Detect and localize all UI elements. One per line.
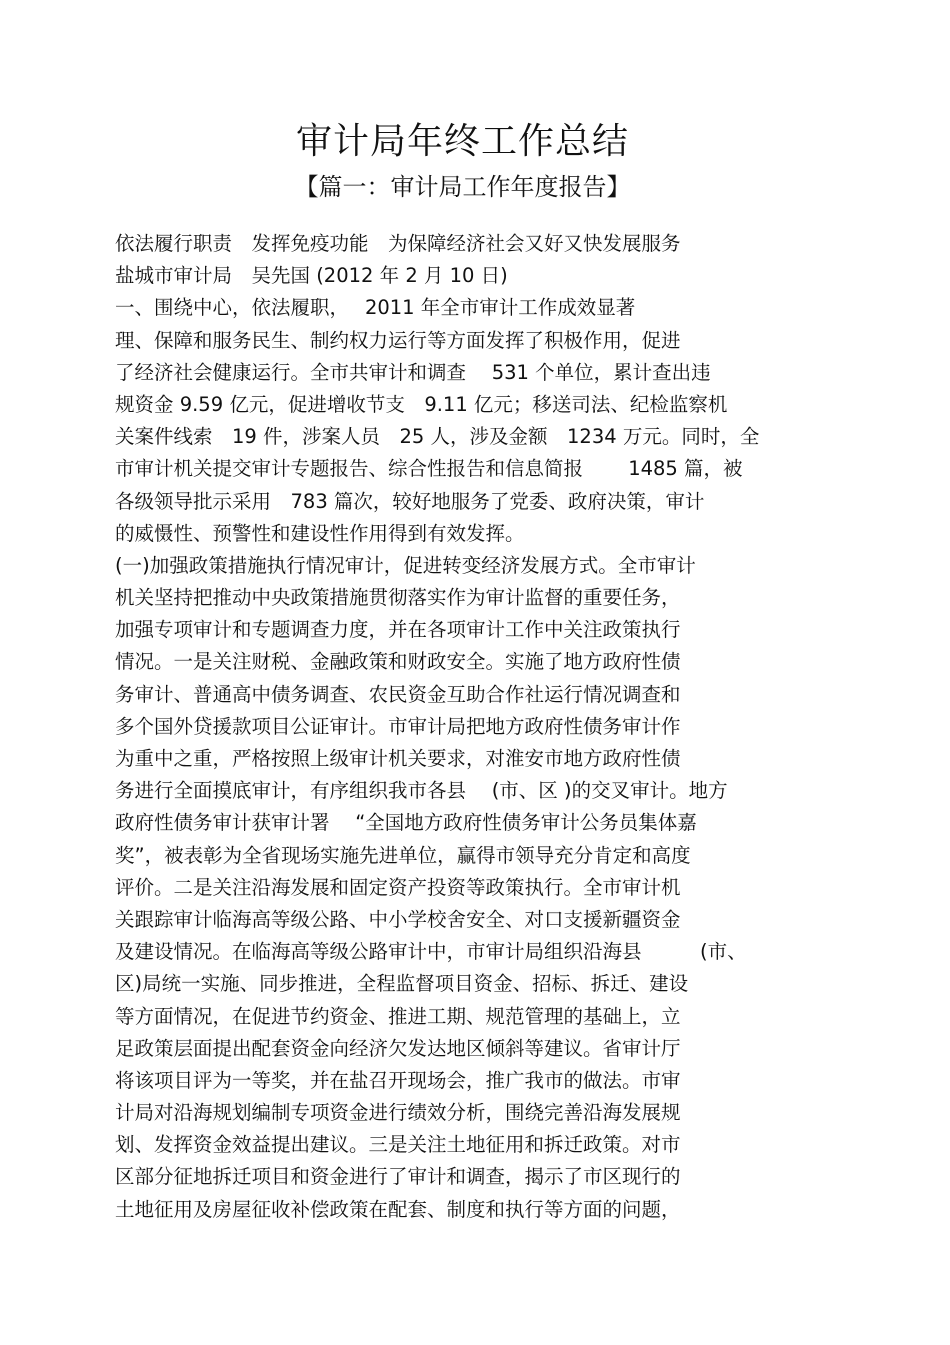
document-body xyxy=(115,228,830,1226)
document-subtitle: 【篇一：审计局工作年度报告】 xyxy=(294,173,631,201)
body-line: 等方面情况，在促进节约资金、推进工期、规范管理的基础上，立 xyxy=(115,1004,681,1028)
body-line: 多个国外贷援款项目公证审计。市审计局把地方政府性债务审计作 xyxy=(115,714,681,738)
body-line: 理、保障和服务民生、制约权力运行等方面发挥了积极作用，促进 xyxy=(115,328,681,352)
body-line: 计局对沿海规划编制专项资金进行绩效分析，围绕完善沿海发展规 xyxy=(115,1101,681,1125)
body-line: 划、发挥资金效益提出建议。三是关注土地征用和拆迁政策。对市 xyxy=(115,1133,681,1157)
body-line: 盐城市审计局 吴先国 (2012 年 2 月 10 日) xyxy=(115,264,508,288)
body-line: 了经济社会健康运行。全市共审计和调查 531 个单位，累计查出违 xyxy=(115,360,711,384)
body-line: 区部分征地拆迁项目和资金进行了审计和调查，揭示了市区现行的 xyxy=(115,1165,681,1189)
body-line: 及建设情况。在临海高等级公路审计中，市审计局组织沿海县 (市、 xyxy=(115,940,747,964)
body-line: 务进行全面摸底审计，有序组织我市各县 (市、区 )的交叉审计。地方 xyxy=(115,779,728,803)
body-line: 依法履行职责 发挥免疫功能 为保障经济社会又好又快发展服务 xyxy=(115,232,681,255)
body-line: 情况。一是关注财税、金融政策和财政安全。实施了地方政府性债 xyxy=(115,650,681,674)
body-line: 将该项目评为一等奖，并在盐召开现场会，推广我市的做法。市审 xyxy=(115,1068,681,1092)
body-line: 市审计机关提交审计专题报告、综合性报告和信息简报 1485 篇，被 xyxy=(115,457,743,481)
body-line: 足政策层面提出配套资金向经济欠发达地区倾斜等建议。省审计厅 xyxy=(115,1036,681,1060)
body-line: 的威慑性、预警性和建设性作用得到有效发挥。 xyxy=(115,521,525,545)
body-line: 区)局统一实施、同步推进，全程监督项目资金、招标、拆迁、建设 xyxy=(115,972,689,996)
body-line: 为重中之重，严格按照上级审计机关要求，对淮安市地方政府性债 xyxy=(115,747,681,770)
body-line: 关案件线索 19 件，涉案人员 25 人，涉及金额 1234 万元。同时，全 xyxy=(115,425,760,449)
body-line: 加强专项审计和专题调查力度，并在各项审计工作中关注政策执行 xyxy=(115,618,681,642)
body-line: (一)加强政策措施执行情况审计，促进转变经济发展方式。全市审计 xyxy=(115,553,696,577)
body-line: 务审计、普通高中债务调查、农民资金互助合作社运行情况调查和 xyxy=(115,682,681,706)
body-line: 规资金 9.59 亿元，促进增收节支 9.11 亿元；移送司法、纪检监察机 xyxy=(115,392,728,416)
body-line: 机关坚持把推动中央政策措施贯彻落实作为审计监督的重要任务， xyxy=(115,586,681,610)
body-line: 各级领导批示采用 783 篇次，较好地服务了党委、政府决策，审计 xyxy=(115,489,705,513)
body-line: 评价。二是关注沿海发展和固定资产投资等政策执行。全市审计机 xyxy=(115,875,681,899)
body-line: 关跟踪审计临海高等级公路、中小学校舍安全、对口支援新疆资金 xyxy=(115,907,681,931)
body-line: 奖”，被表彰为全省现场实施先进单位，赢得市领导充分肯定和高度 xyxy=(115,843,691,867)
body-line: 政府性债务审计获审计署 “全国地方政府性债务审计公务员集体嘉 xyxy=(115,811,697,835)
body-line: 土地征用及房屋征收补偿政策在配套、制度和执行等方面的问题， xyxy=(115,1197,681,1221)
document-title: 审计局年终工作总结 xyxy=(295,121,629,162)
body-line: 一、围绕中心，依法履职， 2011 年全市审计工作成效显著 xyxy=(115,296,636,320)
